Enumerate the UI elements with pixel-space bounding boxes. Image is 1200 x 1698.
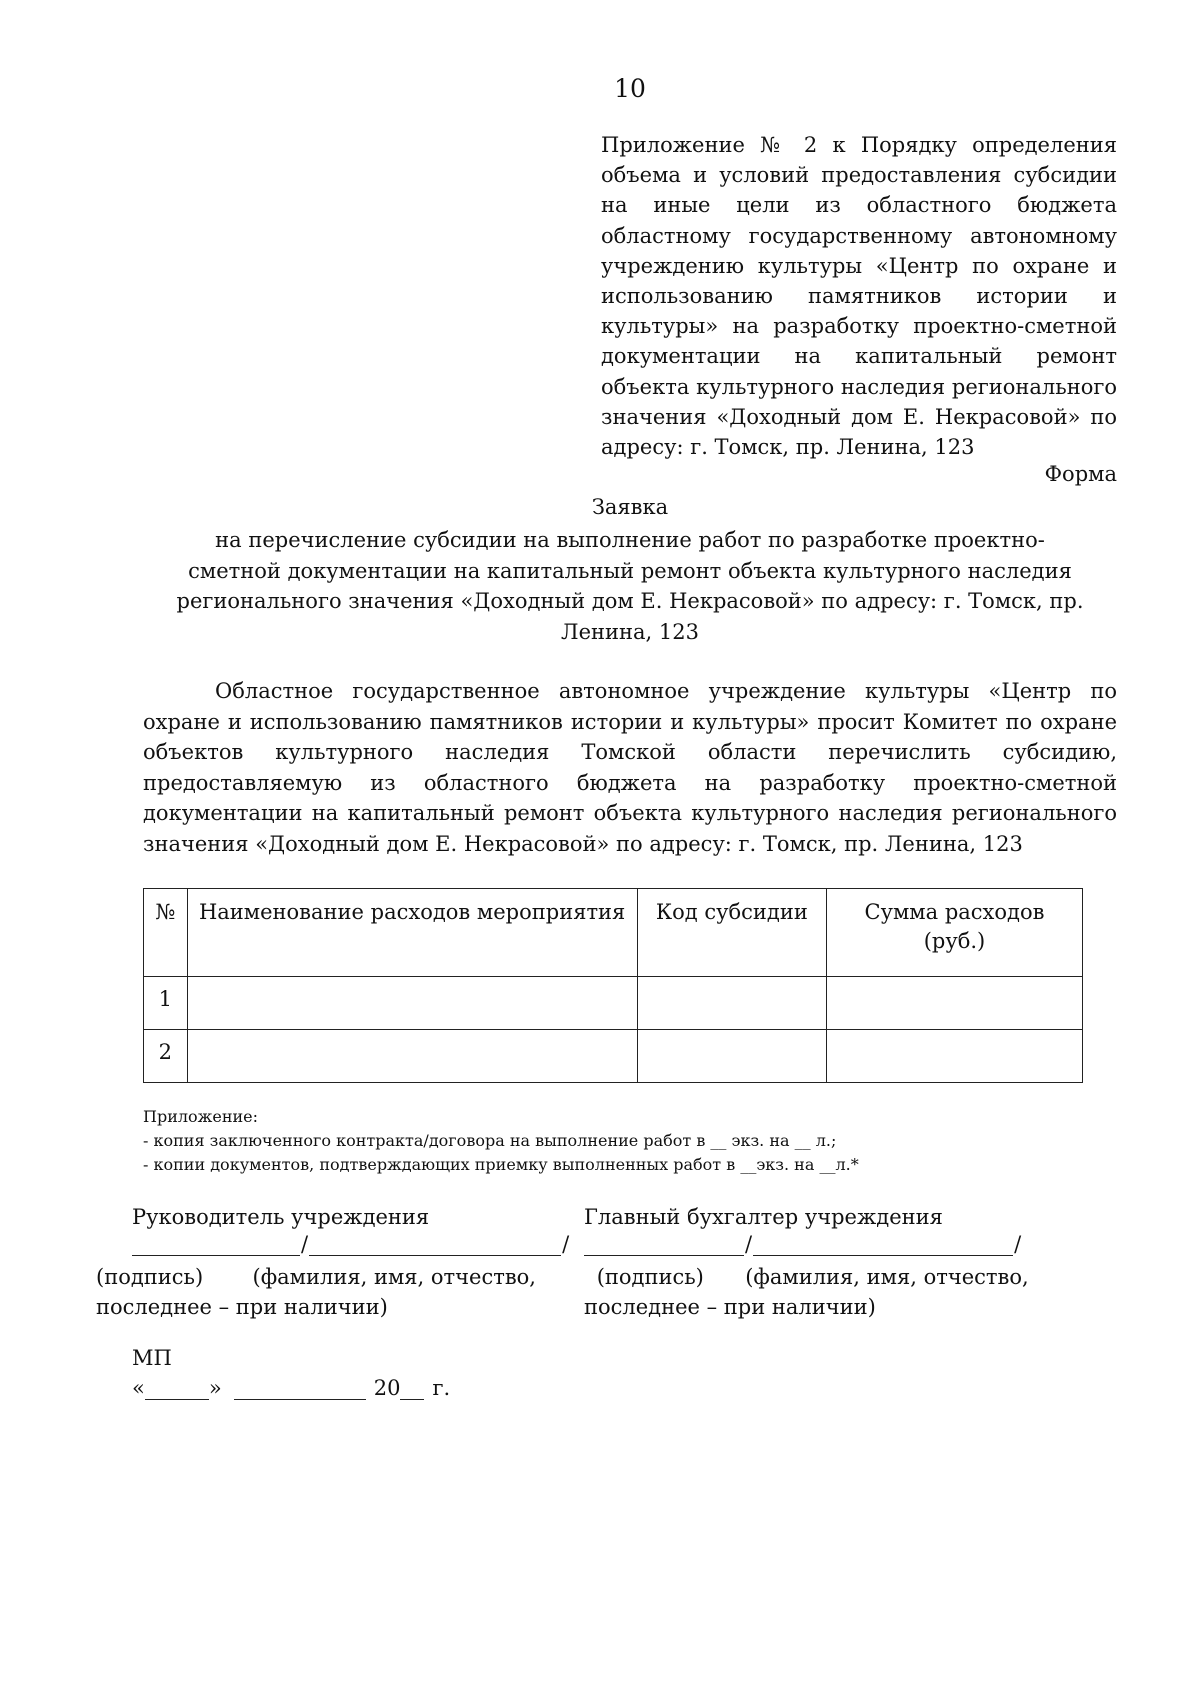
document-title: Заявка xyxy=(591,495,669,519)
date-open-quote: « xyxy=(132,1376,145,1400)
accountant-signature-title: Главный бухгалтер учреждения xyxy=(584,1205,943,1229)
accountant-caption-signature: (подпись) xyxy=(596,1265,704,1289)
head-caption-signature: (подпись) xyxy=(96,1265,204,1289)
cell-num: 2 xyxy=(144,1030,188,1083)
cell-name[interactable] xyxy=(187,977,637,1030)
slash: / xyxy=(1014,1232,1022,1256)
attachments-list xyxy=(143,1105,943,1177)
attachment-item: - копия заключенного контракта/договора на выполнение работ в __ экз. на __ л.; xyxy=(143,1131,837,1150)
slash: / xyxy=(562,1232,570,1256)
cell-num: 1 xyxy=(144,977,188,1030)
head-signature-line xyxy=(132,1232,570,1256)
accountant-signature-line xyxy=(584,1232,1022,1256)
page-number: 10 xyxy=(614,74,646,103)
table-row xyxy=(144,1030,1083,1083)
document-subtitle: на перечисление субсидии на выполнение работ по разработке проектно-сметной документации на капитальный ремонт объекта культурного наследия регионального значения «Доходный дом Е. Некрасовой» по адресу: г. Томск, пр. Ленина, 123 xyxy=(176,528,1084,644)
date-line xyxy=(132,1376,450,1400)
head-caption-note: последнее – при наличии) xyxy=(96,1295,388,1319)
attachment-item: - копии документов, подтверждающих приемку выполненных работ в __экз. на __л.* xyxy=(143,1155,859,1174)
header-code: Код субсидии xyxy=(637,889,826,977)
cell-code[interactable] xyxy=(637,977,826,1030)
request-body: Областное государственное автономное учреждение культуры «Центр по охране и использованию памятников истории и культуры» просит Комитет по охране объектов культурного наследия Томской области перечислить субсидию, предоставляемую из областного бюджета на разработку проектно-сметной документации на капитальный ремонт объекта культурного наследия регионального значения «Доходный дом Е. Некрасовой» по адресу: г. Томск, пр. Ленина, 123 xyxy=(143,679,1117,856)
head-signature-title: Руководитель учреждения xyxy=(132,1205,430,1229)
accountant-signature-caption xyxy=(584,1262,1029,1322)
year-prefix: 20 xyxy=(373,1376,401,1400)
form-label: Форма xyxy=(1044,462,1117,486)
month-blank[interactable] xyxy=(234,1377,366,1400)
head-signature-caption xyxy=(96,1262,536,1322)
date-close-quote: » xyxy=(208,1376,222,1400)
expenses-table xyxy=(143,888,1083,1083)
year-blank[interactable] xyxy=(400,1377,424,1400)
attachments-heading: Приложение: xyxy=(143,1107,259,1126)
header-num: № xyxy=(144,889,188,977)
stamp-label: МП xyxy=(132,1346,172,1370)
cell-code[interactable] xyxy=(637,1030,826,1083)
day-blank[interactable] xyxy=(145,1377,209,1400)
accountant-signature-blank[interactable] xyxy=(584,1233,744,1256)
header-sum: Сумма расходов (руб.) xyxy=(826,889,1082,977)
head-caption-name: (фамилия, имя, отчество, xyxy=(252,1265,536,1289)
cell-sum[interactable] xyxy=(826,1030,1082,1083)
cell-sum[interactable] xyxy=(826,977,1082,1030)
table-row xyxy=(144,977,1083,1030)
head-name-blank[interactable] xyxy=(309,1233,561,1256)
accountant-caption-note: последнее – при наличии) xyxy=(584,1295,876,1319)
header-name: Наименование расходов мероприятия xyxy=(187,889,637,977)
year-suffix: г. xyxy=(432,1376,451,1400)
table-header-row xyxy=(144,889,1083,977)
accountant-name-blank[interactable] xyxy=(753,1233,1013,1256)
cell-name[interactable] xyxy=(187,1030,637,1083)
accountant-caption-name: (фамилия, имя, отчество, xyxy=(745,1265,1029,1289)
appendix-reference: Приложение № 2 к Порядку определения объема и условий предоставления субсидии на иные цели из областного бюджета областному государственному автономному учреждению культуры «Центр по охране и использованию памятников истории и культуры» на разработку проектно-сметной документации на капитальный ремонт объекта культурного наследия регионального значения «Доходный дом Е. Некрасовой» по адресу: г. Томск, пр. Ленина, 123 xyxy=(601,133,1117,460)
slash: / xyxy=(745,1232,753,1256)
slash: / xyxy=(301,1232,309,1256)
head-signature-blank[interactable] xyxy=(132,1233,300,1256)
